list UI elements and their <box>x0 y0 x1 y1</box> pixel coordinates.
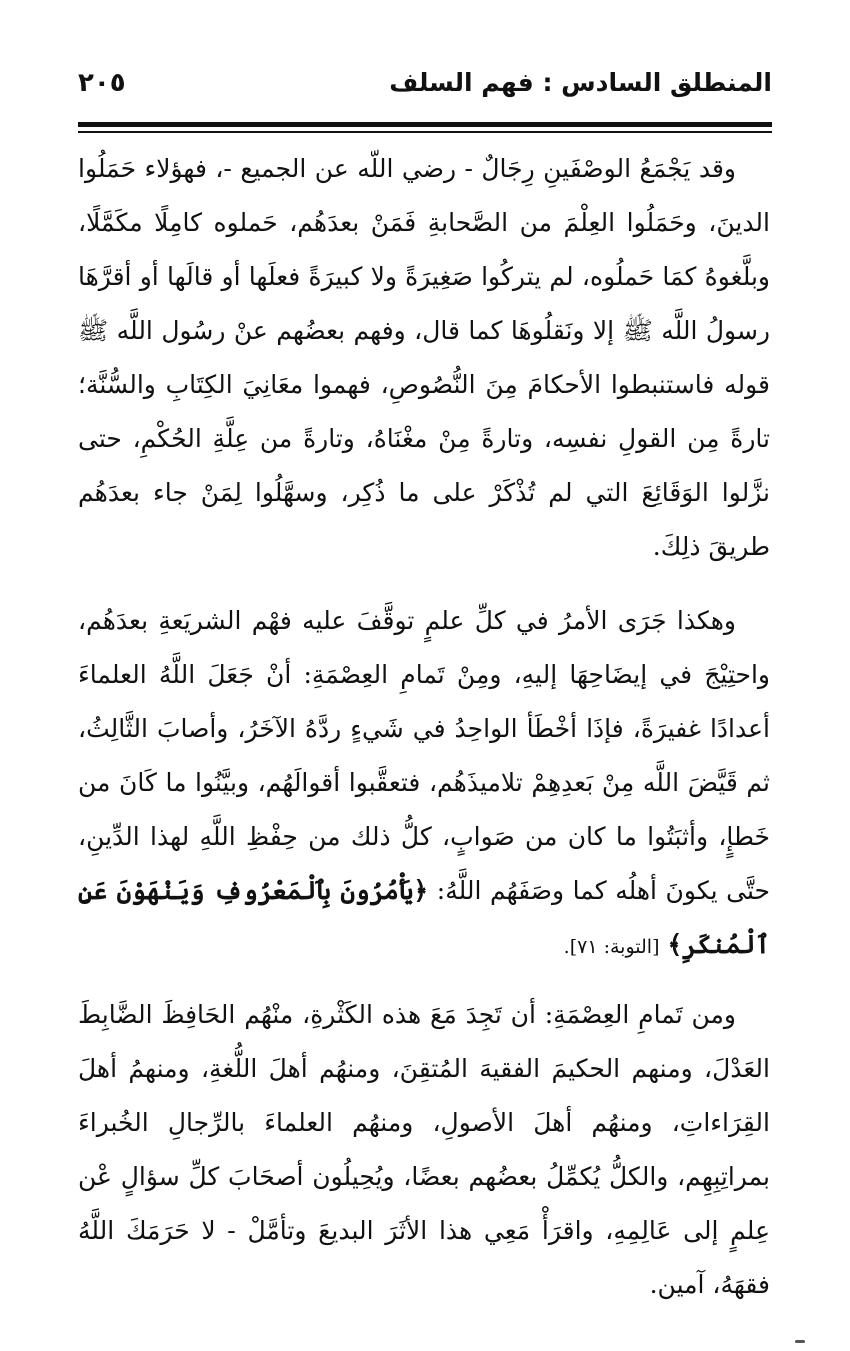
paragraph-3 <box>78 988 770 1312</box>
paragraph-1 <box>78 142 770 574</box>
page-header <box>78 62 772 106</box>
verse-citation: [التوبة: ٧١]. <box>563 936 660 958</box>
paragraph-1-text: وقد يَجْمَعُ الوصْفَينِ رِجَالٌ - رضي اللّه عن الجميع -، فهؤلاء حَمَلُوا الدينَ، وحَمَلُوا العِلْمَ من الصَّحابةِ فَمَنْ بعدَهُم، حَملوه كامِلًا مكَمَّلًا، وبلَّغوهُ كمَا حَملُوه، لم يتركُوا صَغِيرَةً ولا كبيرَةً فعلَها أو قالَها أو أقرَّهَا رسولُ اللَّه ﷺ إلا ونَقلُوهَا كما قال، وفهم بعضُهم عنْ رسُول اللَّه ﷺ قوله فاستنبطوا الأحكامَ مِنَ النُّصُوصِ، فهموا معَانِيَ الكِتَابِ والسُّنَّة؛ تارةً مِن القولِ نفسِه، وتارةً مِنْ مغْنَاهُ، وتارةً من عِلَّةِ الحُكْمِ، حتى نزَّلوا الوَقَائِعَ التي لم تُذْكَرْ على ما ذُكِر، وسهَّلُوا لِمَنْ جاء بعدَهُم طريقَ ذلِكَ. <box>78 154 770 561</box>
paragraph-2 <box>78 594 770 974</box>
running-head: المنطلق السادس : فهم السلف <box>389 68 772 97</box>
paragraph-2-text: وهكذا جَرَى الأمرُ في كلِّ علمٍ توقَّفَ عليه فهْم الشريَعةِ بعدَهُم، واحتِيْجَ في إيضَاحِهَا إليهِ، ومِنْ تَمامِ العِصْمَةِ: أنْ جَعَلَ اللَّهُ العلماءَ أعدادًا غفيرَةً، فإذَا أخْطَأ الواحِدُ في شَيءٍ ردَّهُ الآخَرُ، وأصابَ الثَّالِثُ، ثم قَيَّضَ اللَّه مِنْ بَعدِهِمْ تلاميذَهُم، فتعقَّبوا أقوالَهُم، وبيَّنُوا ما كَانَ من خَطإٍ، وأثبَتُوا ما كان من صَوابٍ، كلُّ ذلك من حِفْظِ اللَّهِ لهذا الدِّينِ، حتَّى يكونَ أهلُه كما وصَفَهُم اللَّهُ: <box>78 606 770 905</box>
quran-verse: ﴿يَأْمُرُونَ بِٱلْمَعْرُوفِ وَيَنْهَوْنَ عَنِ ٱلْمُنكَرِ﴾ <box>78 876 770 959</box>
scan-mark <box>795 1340 805 1343</box>
header-rule-thin <box>78 131 772 133</box>
page-number: ٢٠٥ <box>78 68 126 98</box>
header-rule-thick <box>78 122 772 127</box>
body-text <box>78 142 770 1312</box>
paragraph-3-text: ومن تَمامِ العِصْمَةِ: أن تَجِدَ مَعَ هذه الكَثْرةِ، منْهُم الحَافِظَ الضَّابِطَ العَدْلَ، ومنهم الحكيمَ الفقيهَ المُتقِنَ، ومنهُم أهلَ اللُّغةِ، ومنهمُ أهلَ القِرَاءاتِ، ومنهُم أهلَ الأصولِ، ومنهُم العلماءَ بالرِّجالِ الخُبراءَ بمراتِبِهِم، والكلُّ يُكمِّلُ بعضُهم بعضًا، ويُحِيلُون أصحَابَ كلِّ سؤالٍ عْن عِلمٍ إلى عَالِمِهِ، واقرَأْ مَعِي هذا الأثَرَ البديعَ وتأمَّلْ - لا حَرَمَكَ اللَّهُ فقهَهُ، آمين. <box>78 1000 770 1299</box>
